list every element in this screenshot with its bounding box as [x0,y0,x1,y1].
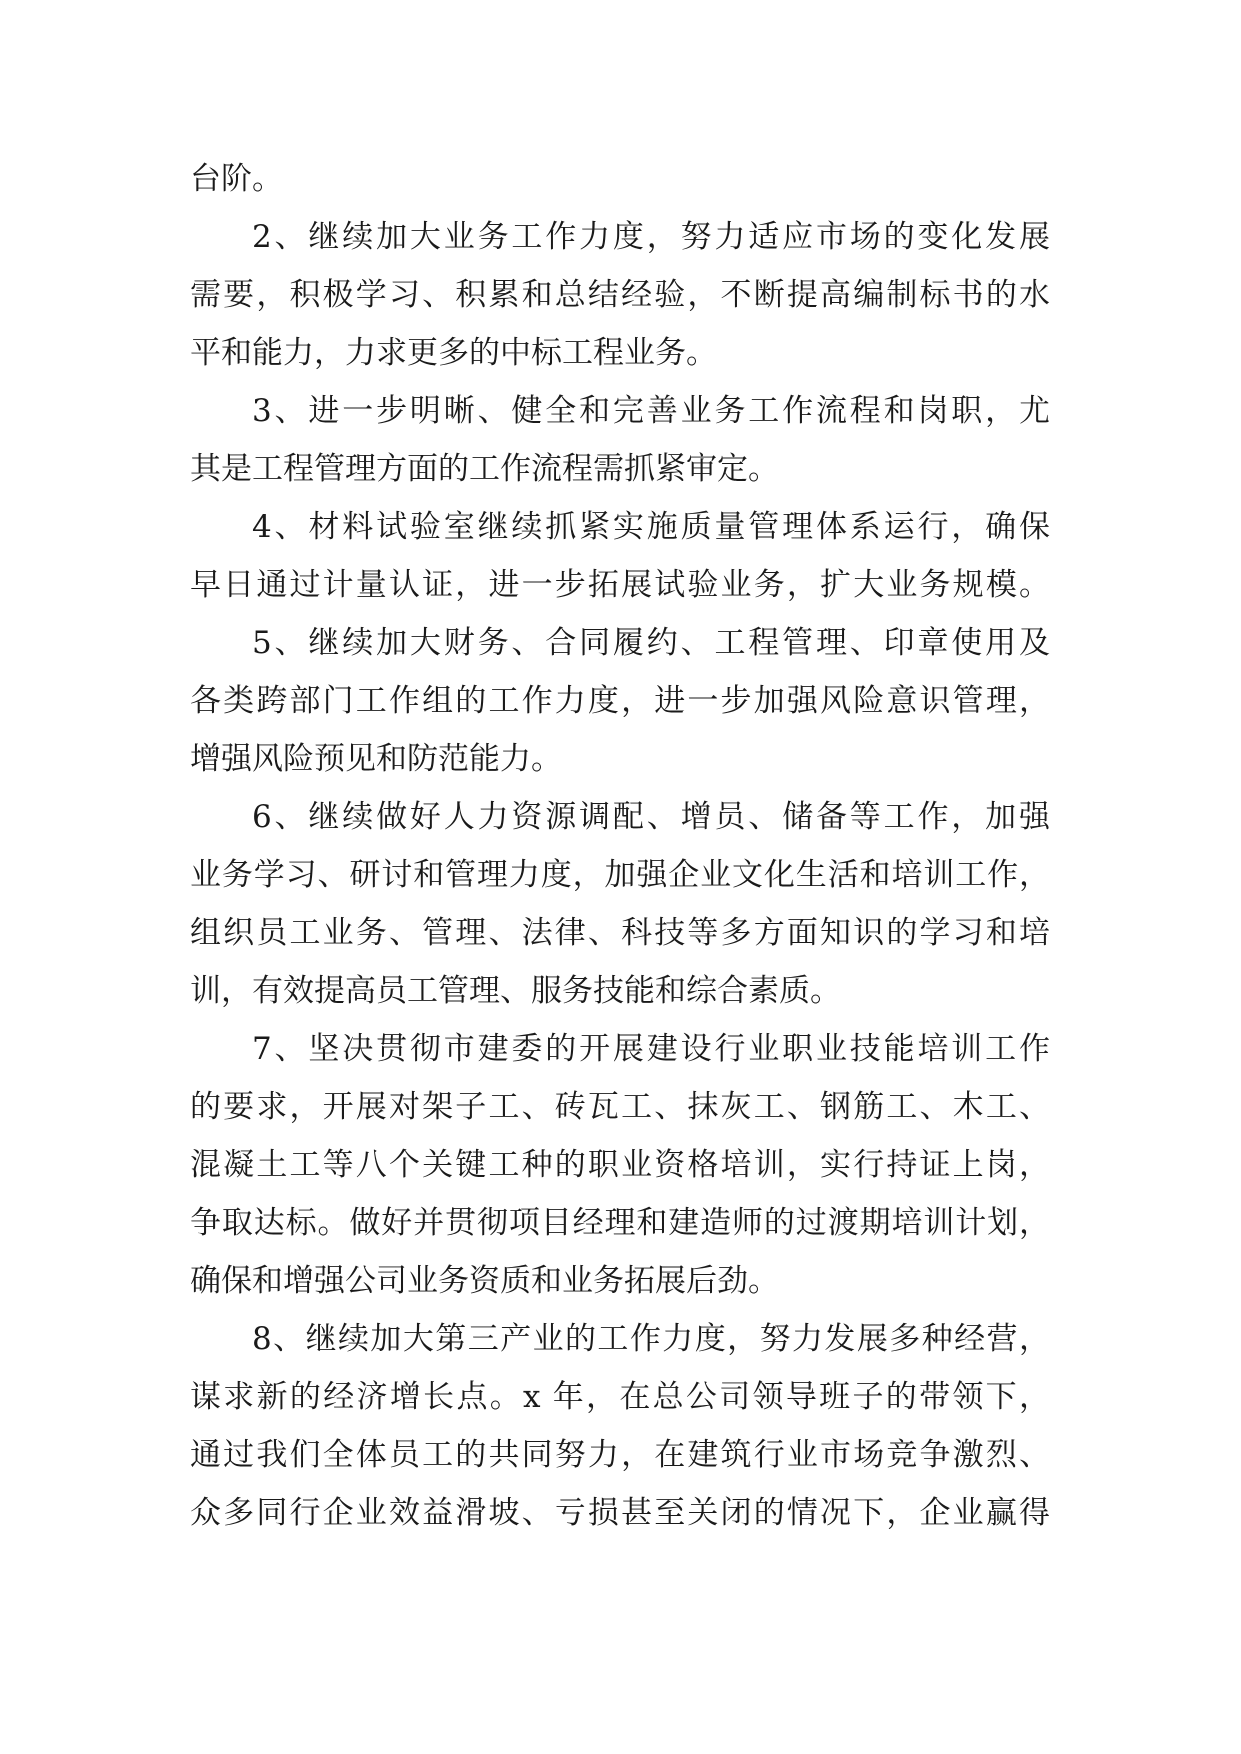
text-line: 其是工程管理方面的工作流程需抓紧审定。 [190,451,779,487]
paragraph-7-start: 7、坚决贯彻市建委的开展建设行业职业技能培训工作 [252,1031,1050,1067]
paragraph-8-start: 8、继续加大第三产业的工作力度，努力发展多种经营， [252,1321,1050,1357]
text-line: 谋求新的经济增长点。x 年，在总公司领导班子的带领下， [190,1379,1050,1415]
paragraph-3-start: 3、进一步明晰、健全和完善业务工作流程和岗职，尤 [252,393,1050,429]
text-line: 业务学习、研讨和管理力度，加强企业文化生活和培训工作， [190,857,1050,893]
text-line: 训，有效提高员工管理、服务技能和综合素质。 [190,973,841,1009]
document-body [190,150,1050,1542]
text-line: 台阶。 [190,161,283,197]
text-line: 增强风险预见和防范能力。 [190,741,562,777]
text-line: 组织员工业务、管理、法律、科技等多方面知识的学习和培 [190,915,1050,951]
text-line: 需要，积极学习、积累和总结经验，不断提高编制标书的水 [190,277,1050,313]
paragraph-5-start: 5、继续加大财务、合同履约、工程管理、印章使用及 [252,625,1050,661]
text-line: 的要求，开展对架子工、砖瓦工、抹灰工、钢筋工、木工、 [190,1089,1050,1125]
paragraph-4-start: 4、材料试验室继续抓紧实施质量管理体系运行，确保 [252,509,1050,545]
text-line: 早日通过计量认证，进一步拓展试验业务，扩大业务规模。 [190,567,1050,603]
paragraph-6-start: 6、继续做好人力资源调配、增员、储备等工作，加强 [252,799,1050,835]
text-line: 各类跨部门工作组的工作力度，进一步加强风险意识管理， [190,683,1050,719]
text-line: 争取达标。做好并贯彻项目经理和建造师的过渡期培训计划， [190,1205,1050,1241]
text-line: 通过我们全体员工的共同努力，在建筑行业市场竞争激烈、 [190,1437,1050,1473]
text-line: 平和能力，力求更多的中标工程业务。 [190,335,717,371]
text-line: 确保和增强公司业务资质和业务拓展后劲。 [190,1263,779,1299]
text-line: 众多同行企业效益滑坡、亏损甚至关闭的情况下，企业赢得 [190,1495,1050,1531]
paragraph-2-start: 2、继续加大业务工作力度，努力适应市场的变化发展 [252,219,1050,255]
text-line: 混凝土工等八个关键工种的职业资格培训，实行持证上岗， [190,1147,1050,1183]
